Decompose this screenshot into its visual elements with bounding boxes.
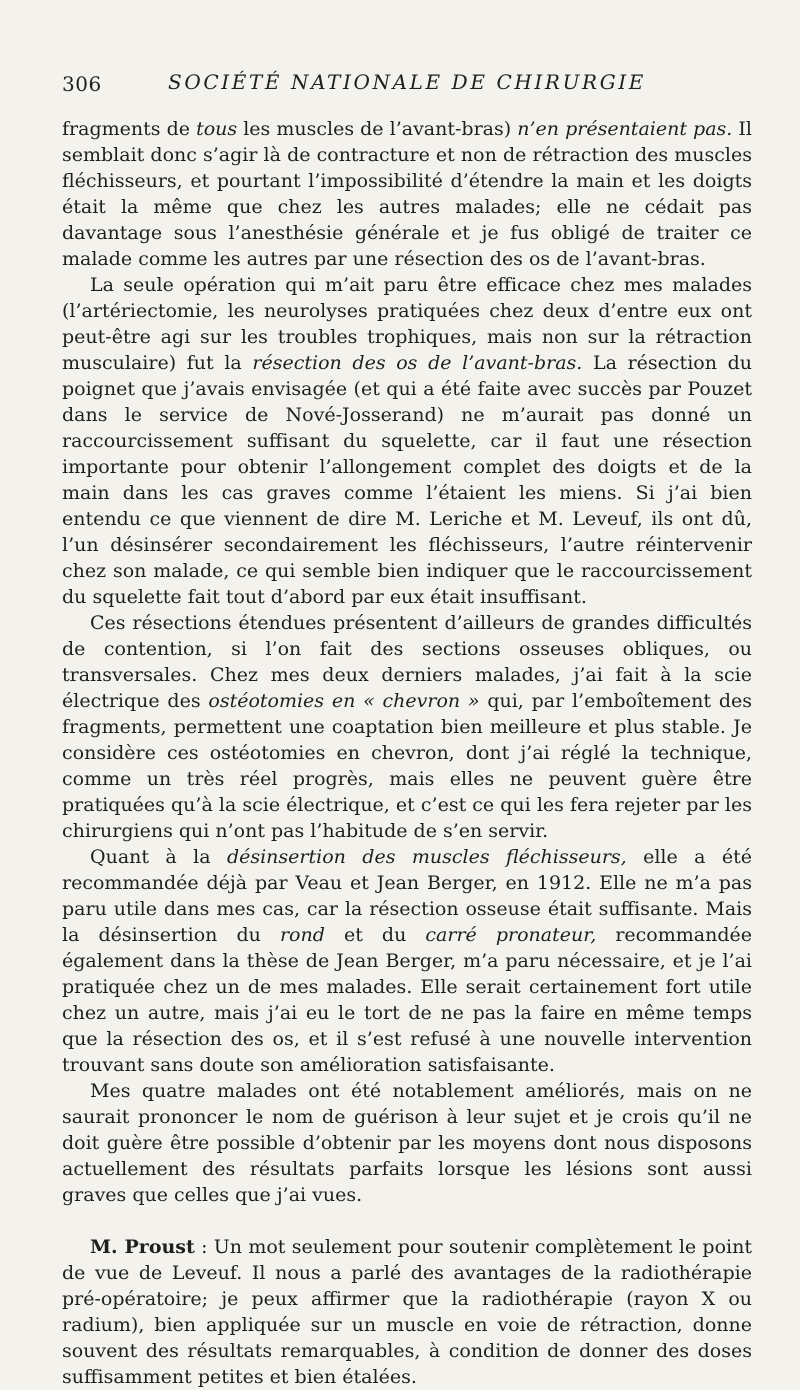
text-span: et du — [324, 924, 426, 946]
italic-span: carré pronateur, — [425, 924, 597, 946]
italic-span: désinsertion des muscles fléchisseurs, — [226, 846, 627, 868]
italic-span: n’en présentaient pas. — [517, 118, 733, 140]
text-span: Quant à la — [90, 846, 227, 868]
running-title: SOCIÉTÉ NATIONALE DE CHIRURGIE — [168, 70, 646, 94]
italic-span: résection des os de l’avant-bras. — [252, 352, 583, 374]
text-span: Il semblait donc s’agir là de contracture et non de rétraction des muscles fléchisseurs, et pourtant l’impossibilité d’étendre la main et les doigts était la même que chez les autres malades; elle ne cédait pas davantage sous l’anesthésie générale et je fus obligé de traiter ce malade comme les autres par une résection des os de l’avant-bras. — [62, 118, 752, 270]
article-body — [62, 116, 752, 1390]
paragraph-chevron — [62, 610, 752, 844]
text-span: fragments de — [62, 118, 197, 140]
paragraph-desinsertion — [62, 844, 752, 1078]
paragraph-proust — [62, 1234, 752, 1390]
page-header — [62, 70, 752, 100]
paragraph-continuation — [62, 116, 752, 272]
page-number: 306 — [62, 72, 102, 96]
text-span: La résection du poignet que j’avais envisagée (et qui a été faite avec succès par Pouzet dans le service de Nové-Josserand) ne m’aurait pas donné un raccourcissement suffisant du squelette, car il faut une résection importante pour obtenir l’allongement complet des doigts et de la main dans les cas graves comme l’étaient les miens. Si j’ai bien entendu ce que viennent de dire M. Leriche et M. Leveuf, ils ont dû, l’un désinsérer secondairement les fléchisseurs, l’autre réintervenir chez son malade, ce qui semble bien indiquer que le raccourcissement du squelette fait tout d’abord par eux était insuffisant. — [62, 352, 753, 608]
paragraph-conclusion — [62, 1078, 752, 1208]
text-span: La seule opération qui m’ait paru être efficace chez mes malades (l’artériectomie, les neurolyses pratiquées chez deux d’entre eux ont peut-être agi sur les troubles trophiques, mais non sur la rétraction musculaire) fut la — [62, 274, 752, 374]
text-span: les muscles de l’avant-bras) — [237, 118, 518, 140]
text-span: elle a été recommandée déjà par Veau et Jean Berger, en 1912. Elle ne m’a pas paru utile dans mes cas, car la résection osseuse était suffisante. Mais la désinsertion du — [62, 846, 752, 946]
italic-span: tous — [196, 118, 238, 140]
text-span: qui, par l’emboîtement des fragments, permettent une coaptation bien meilleure et plus stable. Je considère ces ostéotomies en chevron, dont j’ai réglé la technique, comme un très réel progrès, mais elles ne peuvent guère être pratiquées qu’à la scie électrique, et c’est ce qui les fera rejeter par les chirurgiens qui n’ont pas l’habitude de s’en servir. — [62, 690, 752, 842]
text-span: Mes quatre malades ont été notablement améliorés, mais on ne saurait prononcer le nom de guérison à leur sujet et je crois qu’il ne doit guère être possible d’obtenir par les moyens dont nous disposons actuellement des résultats parfaits lorsque les lésions sont aussi graves que celles que j’ai vues. — [62, 1080, 752, 1206]
text-span: recommandée également dans la thèse de Jean Berger, m’a paru nécessaire, et je l’ai pratiquée chez un de mes malades. Elle serait certainement fort utile chez un autre, mais j’ai eu le tort de ne pas la faire en même temps que la résection des os, et il s’est refusé à une nouvelle intervention trouvant sans doute son amélioration satisfaisante. — [62, 924, 752, 1076]
italic-span: ostéotomies en « chevron » — [208, 690, 480, 712]
speaker-name: M. Proust — [90, 1236, 195, 1258]
text-span: Ces résections étendues présentent d’ailleurs de grandes difficultés de contention, si l’on fait des sections osseuses obliques, ou transversales. Chez mes deux derniers malades, j’ai fait à la scie électrique des — [62, 612, 752, 712]
paragraph-resection — [62, 272, 752, 610]
italic-span: rond — [279, 924, 325, 946]
text-span: : Un mot seulement pour soutenir complètement le point de vue de Leveuf. Il nous a parlé des avantages de la radiothérapie pré-opératoire; je peux affirmer que la radiothérapie (rayon X ou radium), bien appliquée sur un muscle en voie de rétraction, donne souvent des résultats remarquables, à condition de donner des doses suffisamment petites et bien étalées. — [62, 1236, 752, 1388]
